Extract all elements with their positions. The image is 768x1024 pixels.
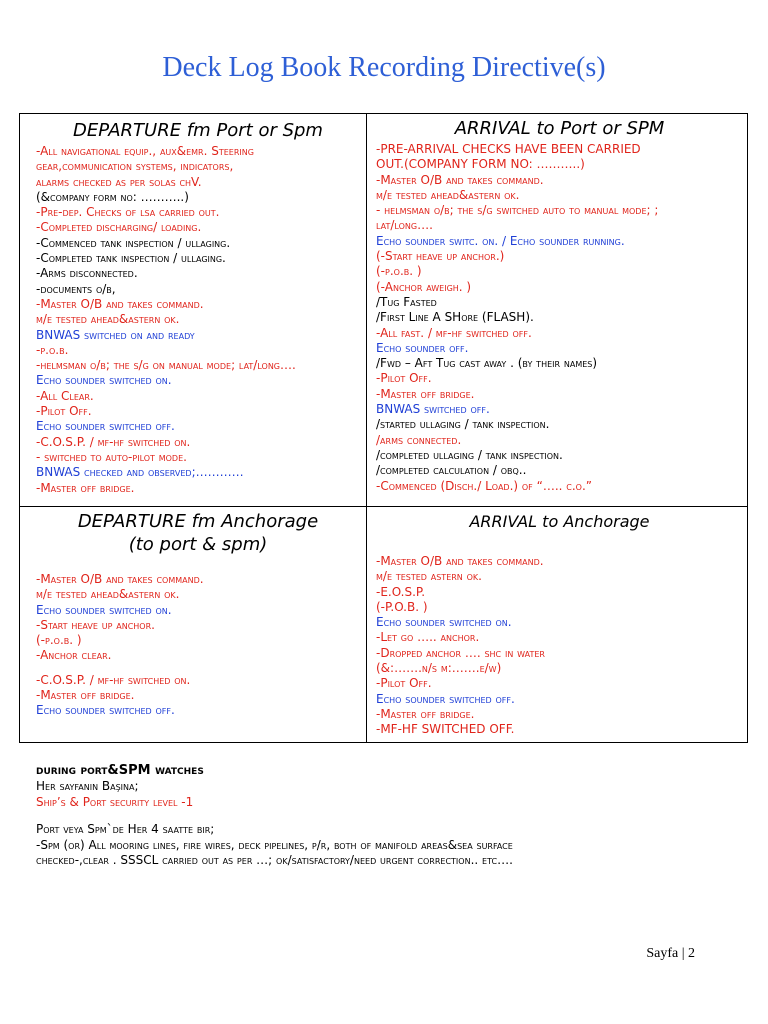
- list-item: BNWAS switched on and ready: [36, 327, 195, 342]
- list-item: Echo sounder switched off.: [36, 419, 175, 434]
- list-item: m/e tested ahead&astern ok.: [36, 312, 180, 327]
- list-item: BNWAS checked and observed;…………: [36, 465, 244, 480]
- list-item: -Pilot Off.: [36, 404, 92, 419]
- list-item: -All Clear.: [36, 388, 94, 403]
- list-item: -Master off bridge.: [376, 386, 475, 401]
- list-item: -Dropped anchor …. shc in water: [376, 645, 545, 660]
- watches-line: checked-,clear . SSSCL carried out as per …; ok/satisfactory/need urgent correction.. etc….: [36, 853, 513, 867]
- spacer: [36, 810, 736, 822]
- list-item: (-P.O.B. ): [376, 599, 428, 614]
- list-item: (&company form no: ………..): [36, 189, 189, 204]
- list-item: -Master O/B and takes command.: [376, 172, 544, 187]
- list-item: -Master off bridge.: [376, 706, 475, 721]
- list-item: -Master off bridge.: [36, 688, 135, 703]
- list-item: /Fwd – Aft Tug cast away . (by their names): [376, 356, 598, 371]
- arrival-anchorage-list: [376, 554, 743, 738]
- departure-anchorage-cell: [20, 507, 366, 744]
- list-item: Echo sounder off.: [376, 340, 469, 355]
- list-item: m/e tested ahead&astern ok.: [376, 187, 520, 202]
- list-item: -Master O/B and takes command.: [36, 296, 204, 311]
- spacer: [36, 664, 360, 673]
- list-item: (-p.o.b. ): [376, 264, 422, 279]
- page-title: Deck Log Book Recording Directive(s): [162, 52, 606, 83]
- list-item: BNWAS switched off.: [376, 402, 490, 417]
- list-item: -All navigational equip., aux&emr. Steering: [36, 144, 254, 158]
- list-item: (-Anchor aweigh. ): [376, 279, 472, 294]
- arrival-port-heading: ARRIVAL to Port or SPM: [454, 118, 665, 139]
- list-item: /Tug Fasted: [376, 294, 437, 309]
- list-item: -C.O.S.P. / mf-hf switched on.: [36, 672, 191, 687]
- departure-anchorage-heading: DEPARTURE fm Anchorage: [77, 511, 319, 532]
- list-item: m/e tested astern ok.: [376, 569, 482, 584]
- list-item: Echo sounder switched on.: [36, 373, 172, 388]
- list-item: (-Start heave up anchor.): [376, 249, 505, 264]
- list-item: -Completed tank inspection / ullaging.: [36, 251, 226, 266]
- list-item: lat/long….: [376, 218, 433, 233]
- arrival-port-list: [376, 142, 743, 494]
- list-item: (-p.o.b. ): [36, 633, 82, 648]
- watches-line: Ship’s & Port security level -1: [36, 794, 194, 809]
- watches-heading: during port&SPM watches: [36, 763, 204, 778]
- list-item: -Pilot Off.: [376, 676, 432, 691]
- list-item: Echo sounder switched off.: [376, 691, 515, 706]
- list-item: -PRE-ARRIVAL CHECKS HAVE BEEN CARRIED: [376, 142, 641, 156]
- watches-section: [36, 763, 736, 869]
- list-item: -Commenced tank inspection / ullaging.: [36, 235, 231, 250]
- departure-anchorage-list: [36, 572, 360, 719]
- page-number: Sayfa | 2: [646, 946, 695, 961]
- list-item: -p.o.b.: [36, 342, 69, 357]
- list-item: /First Line A SHore (FLASH).: [376, 310, 534, 325]
- watches-line: Port veya Spm`de Her 4 saatte bir;: [36, 822, 215, 836]
- list-item: -All fast. / mf-hf switched off.: [376, 325, 532, 340]
- list-item: -Anchor clear.: [36, 648, 112, 663]
- list-item: -Let go ….. anchor.: [376, 630, 480, 645]
- watches-line: -Spm (or) All mooring lines, fire wires, deck pipelines, p/r, both of manifold areas&sea surface: [36, 837, 513, 852]
- list-item: -Commenced (Disch./ Load.) of “….. c.o.”: [376, 478, 592, 493]
- arrival-anchorage-cell: [367, 507, 749, 744]
- list-item: -Arms disconnected.: [36, 266, 138, 281]
- list-item: -Pilot Off.: [376, 371, 432, 386]
- list-item: -helmsman o/b; the s/g on manual mode; lat/long….: [36, 358, 296, 373]
- list-item: Echo sounder switc. on. / Echo sounder running.: [376, 233, 625, 248]
- list-item: Echo sounder switched on.: [36, 602, 172, 617]
- list-item: - helmsman o/b; the s/g switched auto to manual mode; ;: [376, 203, 659, 218]
- list-item: -documents o/b,: [36, 281, 116, 296]
- list-item: - switched to auto-pilot mode.: [36, 449, 187, 464]
- arrival-anchorage-heading: ARRIVAL to Anchorage: [469, 512, 650, 531]
- list-item: alarms checked as per solas chV.: [36, 174, 202, 189]
- list-item: -E.O.S.P.: [376, 584, 426, 599]
- list-item: (&:…….n/s m:…….e/w): [376, 661, 502, 676]
- list-item: -MF-HF SWITCHED OFF.: [376, 722, 515, 737]
- list-item: -C.O.S.P. / mf-hf switched on.: [36, 434, 191, 449]
- list-item: OUT.(COMPANY FORM NO: ………..): [376, 157, 585, 172]
- list-item: -Master O/B and takes command.: [36, 572, 204, 586]
- departure-port-list: [36, 144, 360, 496]
- list-item: /started ullaging / tank inspection.: [376, 417, 550, 432]
- list-item: Echo sounder switched on.: [376, 615, 512, 630]
- list-item: m/e tested ahead&astern ok.: [36, 587, 180, 602]
- departure-port-heading: DEPARTURE fm Port or Spm: [73, 120, 323, 141]
- list-item: /arms connected.: [376, 432, 462, 447]
- list-item: /completed calculation / obq..: [376, 463, 527, 478]
- list-item: -Start heave up anchor.: [36, 617, 155, 632]
- list-item: Echo sounder switched off.: [36, 703, 175, 718]
- list-item: /completed ullaging / tank inspection.: [376, 447, 563, 462]
- directive-table: [19, 113, 748, 743]
- list-item: gear,communication systems, indicators,: [36, 159, 234, 174]
- departure-anchorage-subheading: (to port & spm): [128, 534, 268, 555]
- arrival-port-cell: [367, 114, 749, 506]
- list-item: -Master O/B and takes command.: [376, 554, 544, 568]
- list-item: -Pre-dep. Checks of lsa carried out.: [36, 205, 220, 220]
- list-item: -Completed discharging/ loading.: [36, 220, 202, 235]
- list-item: -Master off bridge.: [36, 480, 135, 495]
- departure-port-cell: [20, 114, 366, 506]
- watches-line: Her sayfanin Başina;: [36, 779, 139, 793]
